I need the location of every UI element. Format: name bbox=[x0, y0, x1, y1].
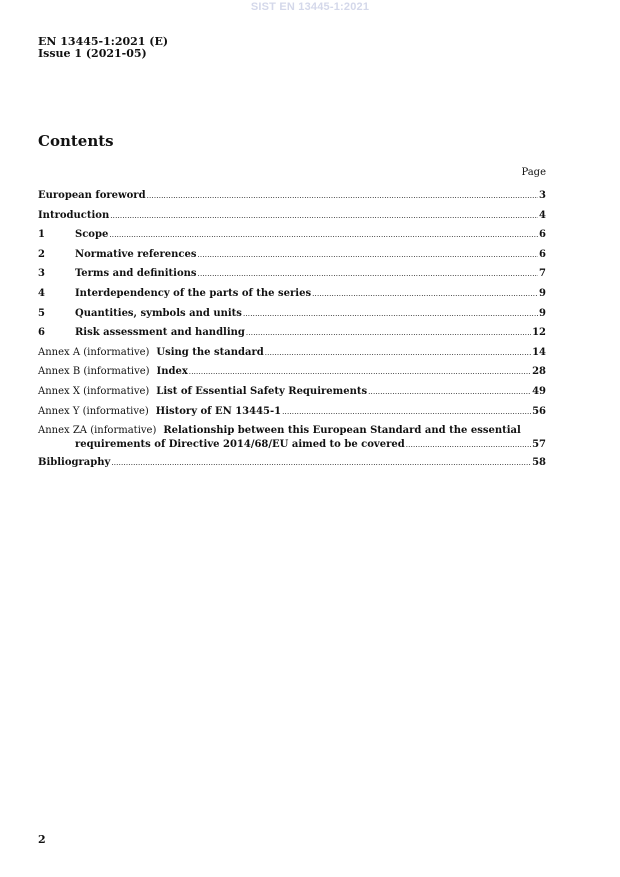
dot-leader bbox=[265, 349, 531, 357]
toc-entry-title: Bibliography bbox=[38, 457, 111, 469]
toc-entry-page: 28 bbox=[532, 366, 546, 378]
toc-entry-foreword[interactable] bbox=[38, 190, 546, 210]
annex-title-continued: requirements of Directive 2014/68/EU aimed to be covered bbox=[75, 439, 405, 451]
toc-entry-terms-definitions[interactable] bbox=[38, 268, 546, 288]
toc-entry-risk-assessment[interactable] bbox=[38, 327, 546, 347]
annex-label: Annex B (informative) bbox=[38, 366, 150, 378]
watermark: SIST EN 13445-1:2021 bbox=[250, 1, 370, 13]
toc-entry-title-line1 bbox=[38, 425, 546, 438]
annex-title: History of EN 13445-1 bbox=[155, 405, 282, 417]
toc-entry-title: Introduction bbox=[38, 209, 110, 221]
toc-entry-title: European foreword bbox=[38, 190, 146, 201]
toc-entry-scope[interactable] bbox=[38, 229, 546, 249]
standard-number: EN 13445-1:2021 (E) bbox=[38, 35, 169, 48]
dot-leader bbox=[246, 329, 531, 337]
toc-entry-title: Scope bbox=[75, 229, 109, 241]
toc-entry-number: 2 bbox=[38, 248, 45, 260]
annex-label: Annex ZA (informative) bbox=[38, 425, 157, 437]
toc-entry-bibliography[interactable] bbox=[38, 457, 546, 477]
dot-leader bbox=[406, 441, 531, 449]
annex-title: List of Essential Safety Requirements bbox=[156, 385, 368, 397]
annex-title: Using the standard bbox=[156, 346, 264, 358]
toc-entry-number: 6 bbox=[38, 327, 45, 339]
dot-leader bbox=[109, 231, 538, 239]
toc-entry-page: 9 bbox=[539, 287, 546, 299]
toc-entry-title: Quantities, symbols and units bbox=[75, 307, 242, 319]
toc-entry-title: Risk assessment and handling bbox=[75, 327, 245, 339]
table-of-contents bbox=[38, 190, 546, 477]
annex-label: Annex X (informative) bbox=[38, 385, 150, 397]
annex-title: Index bbox=[156, 366, 188, 378]
toc-entry-title: Interdependency of the parts of the series bbox=[75, 287, 312, 299]
annex-label: Annex Y (informative) bbox=[38, 405, 149, 417]
dot-leader bbox=[189, 368, 531, 376]
dot-leader bbox=[111, 459, 531, 467]
dot-leader bbox=[312, 290, 538, 298]
dot-leader bbox=[110, 212, 538, 220]
toc-entry-page: 58 bbox=[532, 457, 546, 469]
dot-leader bbox=[243, 310, 538, 318]
toc-entry-page: 49 bbox=[532, 385, 546, 397]
toc-entry-page: 14 bbox=[532, 346, 546, 358]
toc-entry-page: 6 bbox=[539, 248, 546, 260]
dot-leader bbox=[147, 192, 538, 200]
toc-entry-number: 5 bbox=[38, 307, 45, 319]
toc-entry-annex-x[interactable] bbox=[38, 386, 546, 406]
dot-leader bbox=[198, 270, 539, 278]
toc-entry-number: 4 bbox=[38, 287, 45, 299]
toc-entry-annex-y[interactable] bbox=[38, 406, 546, 426]
toc-entry-page: 6 bbox=[539, 229, 546, 241]
toc-entry-page: 3 bbox=[539, 190, 546, 201]
toc-entry-title bbox=[38, 347, 264, 358]
toc-entry-annex-b[interactable] bbox=[38, 366, 546, 386]
issue-label: Issue 1 (2021-05) bbox=[38, 47, 147, 60]
toc-entry-page: 57 bbox=[532, 439, 546, 451]
toc-entry-page: 56 bbox=[532, 405, 546, 417]
dot-leader bbox=[368, 388, 531, 396]
annex-label: Annex A (informative) bbox=[38, 346, 150, 358]
toc-entry-page: 4 bbox=[539, 209, 546, 221]
dot-leader bbox=[198, 251, 539, 259]
toc-entry-title-line2 bbox=[38, 439, 546, 450]
toc-entry-quantities-symbols[interactable] bbox=[38, 308, 546, 328]
toc-entry-page: 9 bbox=[539, 307, 546, 319]
toc-entry-annex-a[interactable] bbox=[38, 347, 546, 367]
toc-entry-title bbox=[38, 366, 188, 377]
toc-entry-title bbox=[38, 386, 367, 397]
toc-entry-title bbox=[38, 406, 281, 417]
toc-entry-normative-references[interactable] bbox=[38, 249, 546, 269]
document-identifier bbox=[38, 36, 168, 60]
dot-leader bbox=[282, 408, 531, 416]
toc-entry-title: Normative references bbox=[75, 248, 197, 260]
toc-entry-page: 12 bbox=[532, 327, 546, 339]
toc-entry-number: 3 bbox=[38, 268, 45, 280]
toc-entry-annex-za[interactable] bbox=[38, 425, 546, 457]
toc-entry-number: 1 bbox=[38, 229, 45, 241]
page-title: Contents bbox=[38, 132, 114, 150]
toc-entry-title: Terms and definitions bbox=[75, 268, 197, 280]
page-column-label: Page bbox=[521, 167, 546, 178]
toc-entry-introduction[interactable] bbox=[38, 210, 546, 230]
toc-entry-page: 7 bbox=[539, 268, 546, 280]
annex-title: Relationship between this European Standard and the essential bbox=[163, 425, 521, 437]
toc-entry-interdependency[interactable] bbox=[38, 288, 546, 308]
page-number: 2 bbox=[38, 833, 46, 846]
